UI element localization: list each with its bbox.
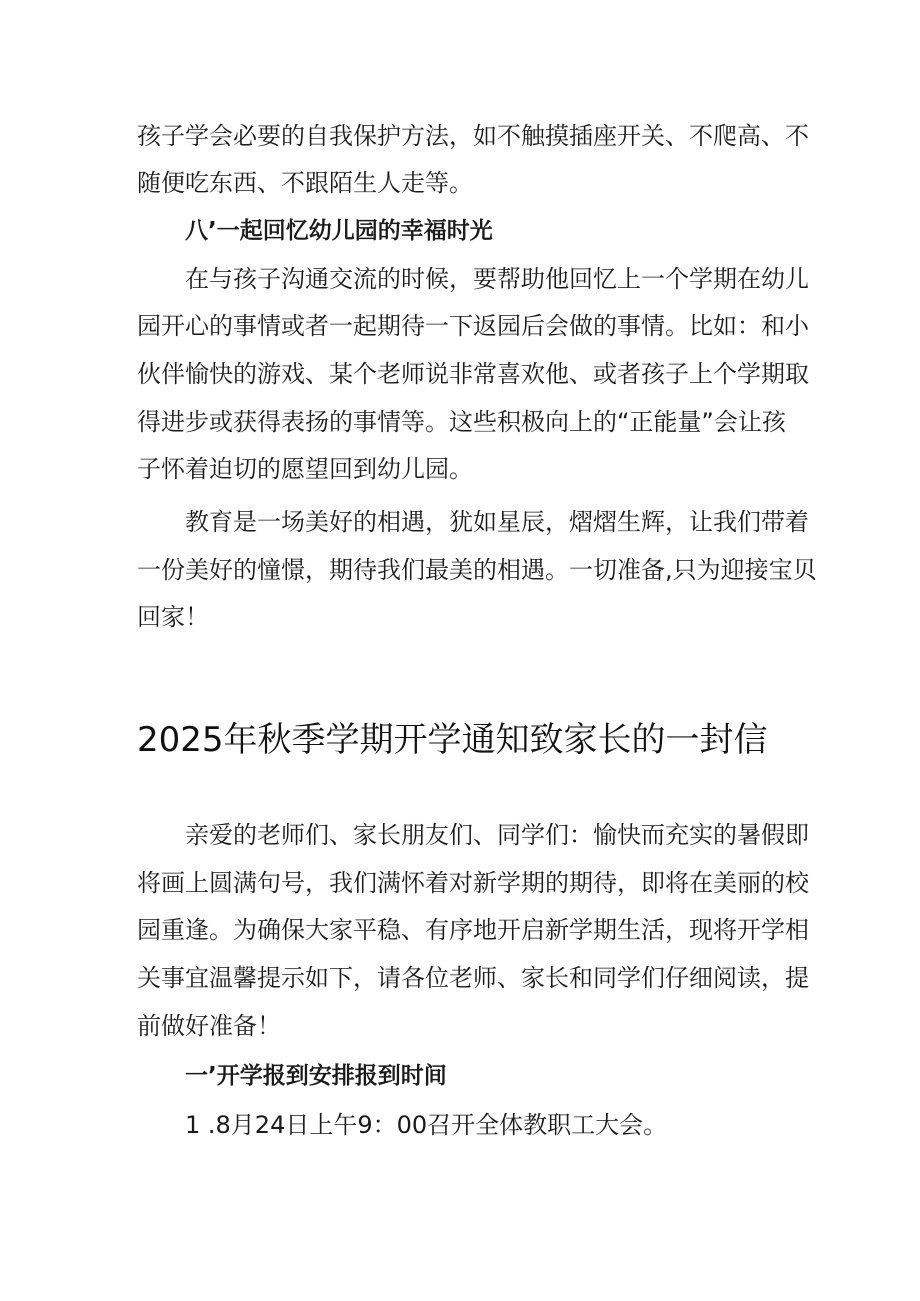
list-item: 1 .8月24日上午9：00召开全体教职工大会。 — [185, 1111, 668, 1139]
paragraph-line: 将画上圆满句号，我们满怀着对新学期的期待，即将在美丽的校 — [137, 869, 809, 897]
paragraph-line: 得进步或获得表扬的事情等。这些积极向上的“正能量”会让孩 — [137, 408, 786, 436]
paragraph-line: 园重逢。为确保大家平稳、有序地开启新学期生活，现将开学相 — [137, 916, 809, 944]
section-heading: 八’一起回忆幼儿园的幸福时光 — [185, 218, 493, 244]
paragraph-line: 园开心的事情或者一起期待一下返园后会做的事情。比如：和小 — [137, 312, 809, 340]
paragraph-line: 在与孩子沟通交流的时候，要帮助他回忆上一个学期在幼儿 — [185, 265, 809, 293]
paragraph-line: 回家！ — [137, 603, 209, 631]
paragraph-line: 随便吃东西、不跟陌生人走等。 — [137, 169, 473, 197]
paragraph-line: 一份美好的憧憬，期待我们最美的相遇。一切准备,只为迎接宝贝 — [137, 556, 817, 584]
paragraph-line: 伙伴愉快的游戏、某个老师说非常喜欢他、或者孩子上个学期取 — [137, 360, 809, 388]
section-heading: 一’开学报到安排报到时间 — [185, 1063, 447, 1089]
paragraph-line: 教育是一场美好的相遇，犹如星辰，熠熠生辉，让我们带着 — [185, 508, 809, 536]
paragraph-line: 孩子学会必要的自我保护方法，如不触摸插座开关、不爬高、不 — [137, 122, 809, 150]
paragraph-line: 关事宜温馨提示如下，请各位老师、家长和同学们仔细阅读，提 — [137, 964, 809, 992]
document-title: 2025年秋季学期开学通知致家长的一封信 — [137, 720, 768, 760]
paragraph-line: 前做好准备！ — [137, 1012, 281, 1040]
paragraph-line: 子怀着迫切的愿望回到幼儿园。 — [137, 455, 473, 483]
paragraph-line: 亲爱的老师们、家长朋友们、同学们：愉快而充实的暑假即 — [185, 821, 809, 849]
